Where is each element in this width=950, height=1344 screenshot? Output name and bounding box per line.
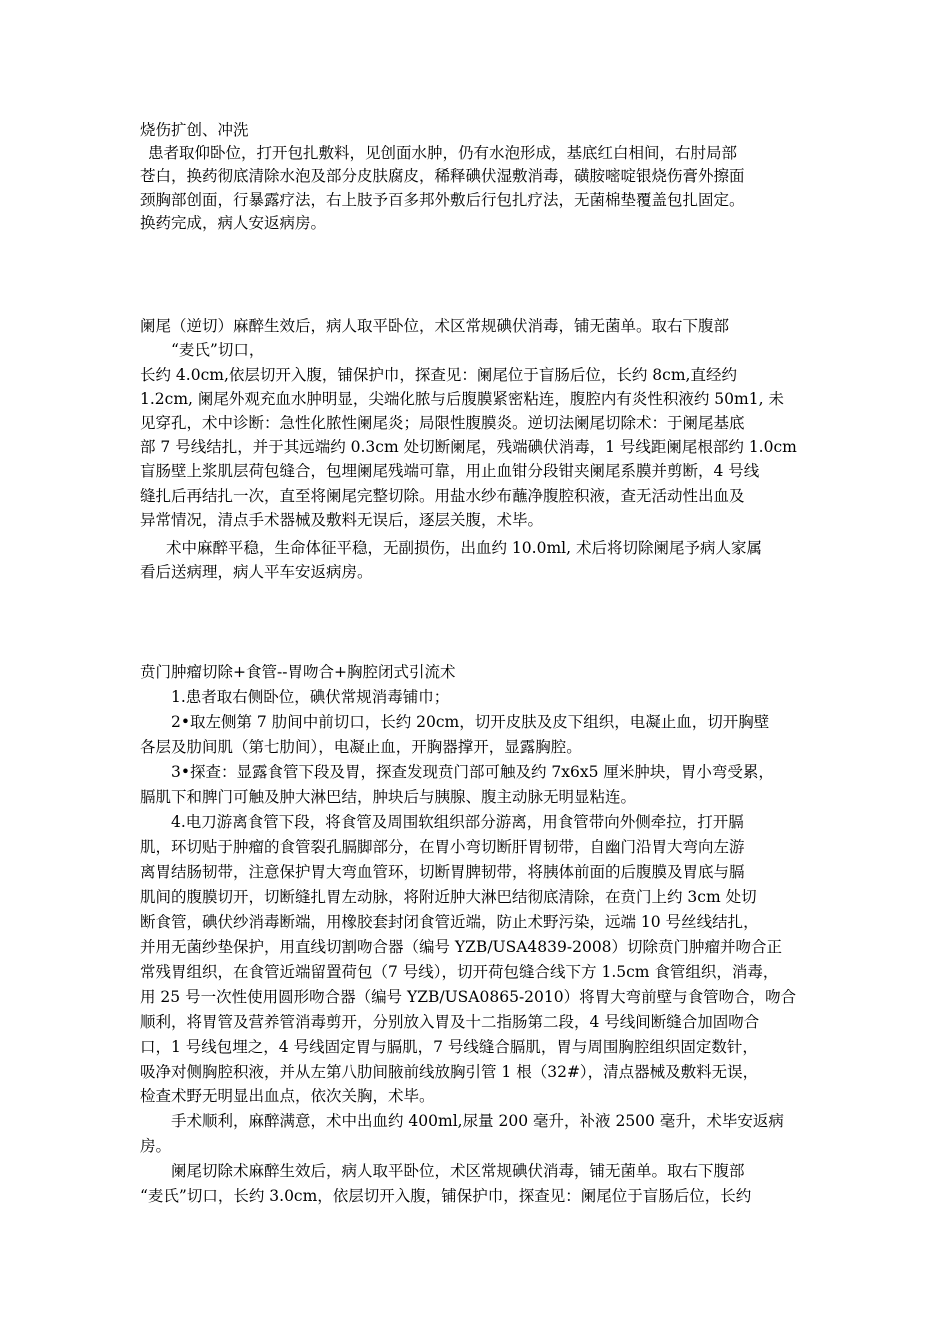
paragraph-line: 颈胸部创面，行暴露疗法，右上肢予百多邦外敷后行包扎疗法，无菌棉垫覆盖包扎固定。 xyxy=(140,191,745,209)
paragraph-line: 离胃结肠韧带，注意保护胃大弯血管环，切断胃脾韧带，将胰体前面的后腹膜及胃底与膈 xyxy=(140,863,745,881)
paragraph-line: 部 7 号线结扎，并于其远端约 0.3cm 处切断阑尾，残端碘伏消毒，1 号线距阑尾根部约 1.0cm xyxy=(140,438,797,456)
paragraph-line: 1.患者取右侧卧位，碘伏常规消毒铺巾； xyxy=(171,688,450,706)
paragraph-line: 4.电刀游离食管下段，将食管及周围软组织部分游离，用食管带向外侧牵拉，打开膈 xyxy=(171,813,744,831)
paragraph-line: 各层及肋间肌（第七肋间），电凝止血，开胸器撑开，显露胸腔。 xyxy=(140,738,582,756)
paragraph-line: 手术顺利，麻醉满意，术中出血约 400ml,尿量 200 毫升，补液 2500 毫升，术毕安返病 xyxy=(171,1112,784,1130)
paragraph-line: 看后送病理，病人平车安返病房。 xyxy=(140,563,373,581)
paragraph-line: 用 25 号一次性使用圆形吻合器（编号 YZB/USA0865-2010）将胃大弯前壁与食管吻合，吻合 xyxy=(140,988,797,1006)
paragraph-line: 肌，环切贴于肿瘤的食管裂孔膈脚部分，在胃小弯切断肝胃韧带，自幽门沿胃大弯向左游 xyxy=(140,838,745,856)
section-title-burn: 烧伤扩创、冲洗 xyxy=(140,121,249,139)
paragraph-line: 异常情况，清点手术器械及敷料无误后，逐层关腹，术毕。 xyxy=(140,511,544,529)
paragraph-line: 患者取仰卧位，打开包扎敷料，见创面水肿，仍有水泡形成，基底红白相间，右肘局部 xyxy=(148,144,738,162)
paragraph-line: 阑尾（逆切）麻醉生效后，病人取平卧位，术区常规碘伏消毒，铺无菌单。取右下腹部 xyxy=(140,317,730,335)
paragraph-line: 1.2cm, 阑尾外观充血水肿明显，尖端化脓与后腹膜紧密粘连，腹腔内有炎性积液约 50m1, 未 xyxy=(140,390,784,408)
paragraph-line: 缝扎后再结扎一次，直至将阑尾完整切除。用盐水纱布蘸净腹腔积液，查无活动性出血及 xyxy=(140,487,745,505)
paragraph-line: 盲肠壁上浆肌层荷包缝合，包埋阑尾残端可靠，用止血钳分段钳夹阑尾系膜并剪断，4 号线 xyxy=(140,462,760,480)
paragraph-line: 膈肌下和脾门可触及肿大淋巴结，肿块后与胰腺、腹主动脉无明显粘连。 xyxy=(140,788,637,806)
paragraph-line: 房。 xyxy=(140,1137,172,1155)
paragraph-line: 断食管，碘伏纱消毒断端，用橡胶套封闭食管近端，防止术野污染，远端 10 号丝线结扎， xyxy=(140,913,759,931)
paragraph-line: 顺利，将胃管及营养管消毒剪开，分别放入胃及十二指肠第二段，4 号线间断缝合加固吻合 xyxy=(140,1013,760,1031)
paragraph-line: 见穿孔，术中诊断：急性化脓性阑尾炎；局限性腹膜炎。逆切法阑尾切除术：于阑尾基底 xyxy=(140,414,745,432)
paragraph-line: 检查术野无明显出血点，依次关胸，术毕。 xyxy=(140,1087,435,1105)
paragraph-line: 口，1 号线包埋之，4 号线固定胃与膈肌，7 号线缝合膈肌，胃与周围胸腔组织固定数针， xyxy=(140,1038,758,1056)
paragraph-line: 长约 4.0cm,依层切开入腹，铺保护巾，探查见：阑尾位于盲肠后位，长约 8cm,直经约 xyxy=(140,366,737,384)
paragraph-line: “麦氏”切口， xyxy=(171,341,265,359)
paragraph-line: 并用无菌纱垫保护，用直线切割吻合器（编号 YZB/USA4839-2008）切除贲门肿瘤并吻合正 xyxy=(140,938,783,956)
paragraph-line: 2•取左侧第 7 肋间中前切口，长约 20cm，切开皮肤及皮下组织，电凝止血，切开胸壁 xyxy=(171,713,770,731)
paragraph-line: “麦氏”切口，长约 3.0cm，依层切开入腹，铺保护巾，探查见：阑尾位于盲肠后位，长约 xyxy=(140,1187,752,1205)
paragraph-line: 阑尾切除术麻醉生效后，病人取平卧位，术区常规碘伏消毒，铺无菌单。取右下腹部 xyxy=(171,1162,745,1180)
paragraph-line: 吸净对侧胸腔积液，并从左第八肋间腋前线放胸引管 1 根（32#），清点器械及敷料无误， xyxy=(140,1063,759,1081)
paragraph-line: 3•探查：显露食管下段及胃，探查发现贲门部可触及约 7x6x5 厘米肿块，胃小弯受累， xyxy=(171,763,774,781)
section-title-cardia: 贲门肿瘤切除+食管--胃吻合+胸腔闭式引流术 xyxy=(140,663,456,681)
paragraph-line: 术中麻醉平稳，生命体征平稳，无副损伤，出血约 10.0ml, 术后将切除阑尾予病人家属 xyxy=(166,539,762,557)
paragraph-line: 常残胃组织，在食管近端留置荷包（7 号线），切开荷包缝合线下方 1.5cm 食管组织，消毒， xyxy=(140,963,779,981)
paragraph-line: 换药完成，病人安返病房。 xyxy=(140,214,327,232)
paragraph-line: 肌间的腹膜切开，切断缝扎胃左动脉，将附近肿大淋巴结彻底清除，在贲门上约 3cm 处切 xyxy=(140,888,757,906)
paragraph-line: 苍白，换药彻底清除水泡及部分皮肤腐皮，稀释碘伏湿敷消毒，磺胺嘧啶银烧伤膏外擦面 xyxy=(140,167,745,185)
